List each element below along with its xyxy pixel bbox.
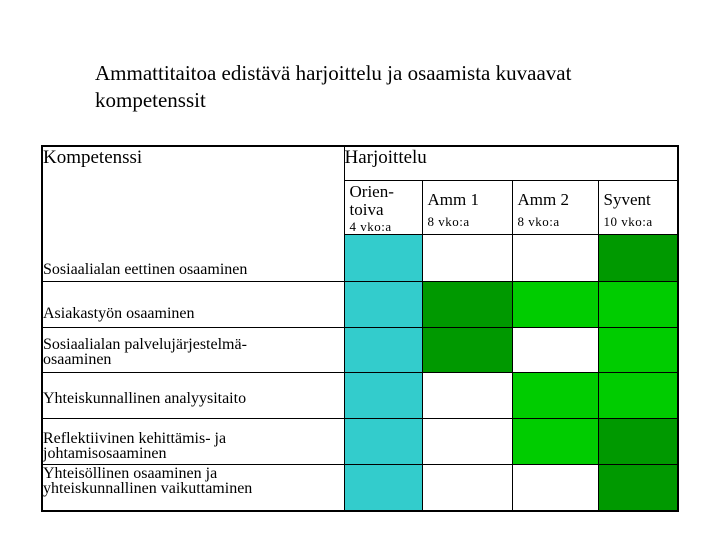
row-label [42,418,344,464]
row-label-line1: Reflektiivinen kehittämis- ja [43,430,227,448]
row-label: Asiakastyön osaaminen [42,281,344,327]
column-header-amm2 [512,180,598,234]
slide-title: Ammattitaitoa edistävä harjoittelu ja osaamista kuvaavat kompetenssit [95,61,572,112]
competence-table [41,145,679,512]
row-label-line1: Sosiaalialan palvelujärjestelmä- [43,336,247,354]
table-row [42,465,678,511]
cell [598,327,678,372]
column-name-line2: toiva [349,199,384,219]
table-row [42,327,678,372]
column-name: Syvent [603,189,651,209]
table-row [42,235,678,281]
column-weeks: 8 vko:a [517,213,560,229]
row-label-line1: Yhteisöllinen osaaminen ja [43,465,218,482]
cell [598,465,678,511]
row-label-line2: yhteiskunnallinen vaikuttaminen [43,480,253,497]
column-weeks: 4 vko:a [349,218,392,234]
cell [512,418,598,464]
row-label-line2: johtamisosaaminen [43,445,167,463]
cell [344,465,422,511]
cell [422,465,512,511]
column-header-syvent [598,180,678,234]
cell [422,418,512,464]
row-label: Sosiaalialan eettinen osaaminen [42,235,344,281]
competence-header: Kompetenssi [42,146,344,180]
table-row [42,281,678,327]
header-spacer [42,180,344,234]
cell [598,418,678,464]
cell [344,373,422,418]
column-name: Amm 2 [517,189,569,209]
row-label [42,327,344,372]
cell [598,235,678,281]
column-weeks: 8 vko:a [427,213,470,229]
cell [512,373,598,418]
row-label-line2: osaaminen [43,351,112,369]
column-header-amm1 [422,180,512,234]
cell [344,235,422,281]
column-weeks: 10 vko:a [603,213,653,229]
cell [422,235,512,281]
cell [422,327,512,372]
cell [512,235,598,281]
column-name: Orien- [349,181,394,201]
table-row [42,418,678,464]
cell [344,327,422,372]
column-header-orientoiva [344,180,422,234]
cell [598,373,678,418]
practice-header: Harjoittelu [344,146,678,180]
cell [512,465,598,511]
column-name: Amm 1 [427,189,479,209]
row-label: Yhteiskunnallinen analyysitaito [42,373,344,418]
cell [344,418,422,464]
cell [512,327,598,372]
cell [422,373,512,418]
cell [598,281,678,327]
cell [344,281,422,327]
table-row [42,373,678,418]
row-label [42,465,344,511]
cell [422,281,512,327]
cell [512,281,598,327]
